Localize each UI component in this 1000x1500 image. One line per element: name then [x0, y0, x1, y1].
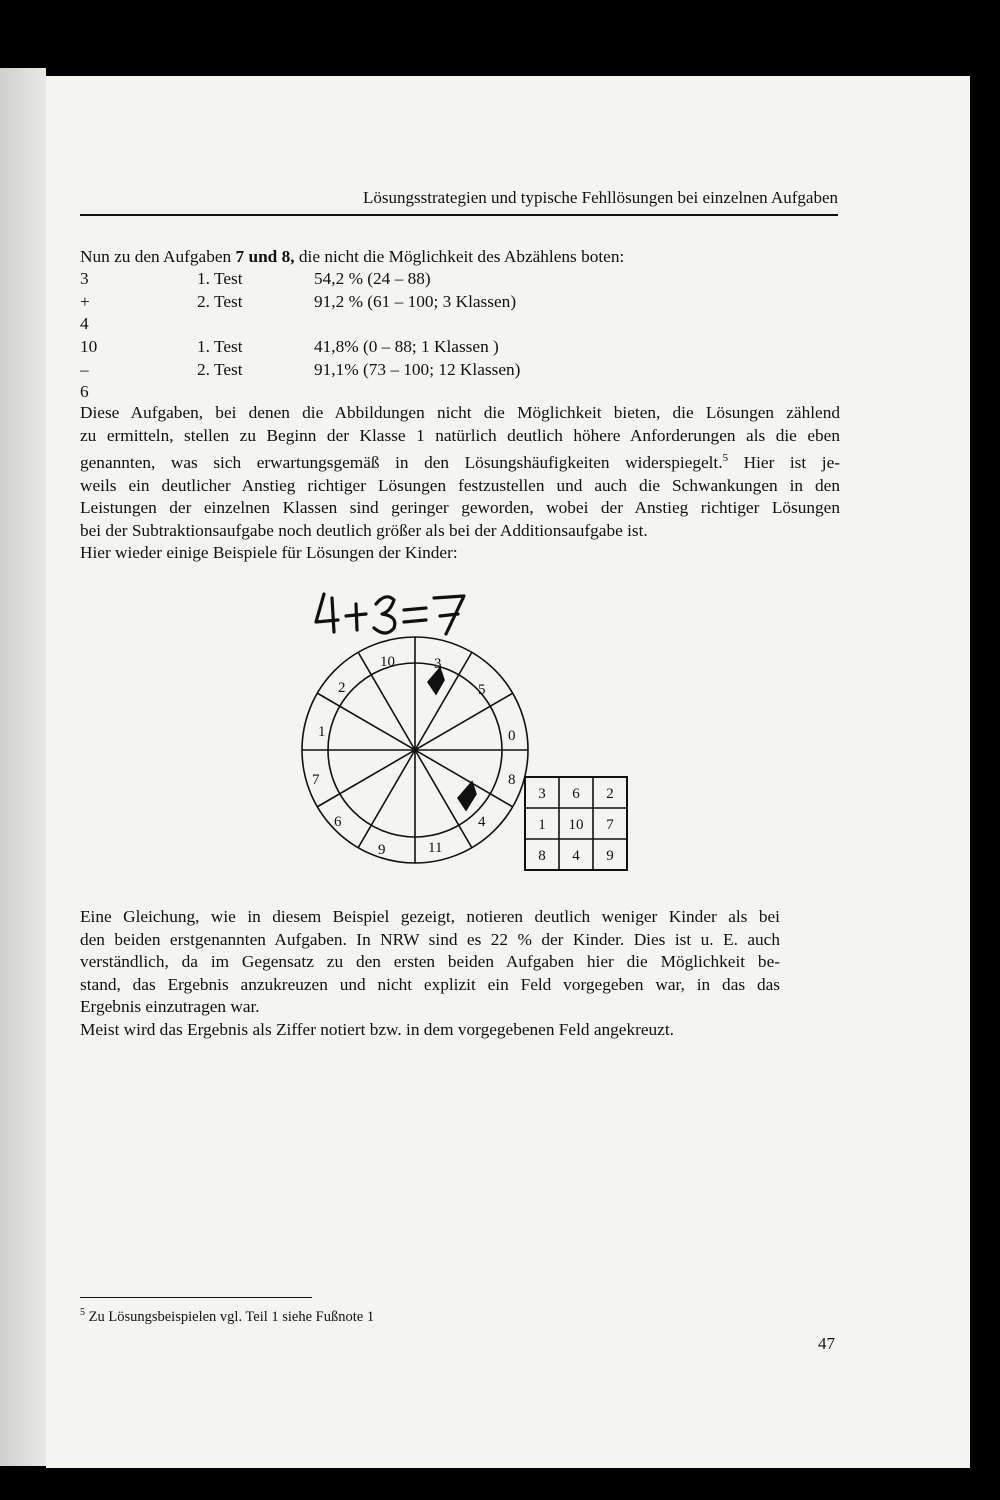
handwritten-equation: [316, 594, 464, 634]
result-value: 54,2 % (24 – 88): [314, 269, 431, 288]
wheel-label: 2: [338, 680, 346, 696]
page-number: 47: [818, 1334, 835, 1353]
grid-cell: 9: [606, 848, 614, 864]
wheel-label: 9: [378, 842, 386, 858]
paragraph-equation-discussion: [80, 906, 780, 1042]
previous-page-edge: [0, 68, 46, 1466]
grid-cell: 4: [572, 848, 580, 864]
wheel-label: 8: [508, 772, 516, 788]
paragraph-line: weils ein deutlicher Anstieg richtiger Lösungen festzustellen und auch die Schwankungen in den: [80, 475, 840, 495]
footnote-rule: [80, 1297, 312, 1298]
intro-before: Nun zu den Aufgaben: [80, 247, 236, 266]
wheel-label: 10: [380, 654, 395, 670]
footnote: [80, 1307, 374, 1326]
wheel-label: 1: [318, 724, 326, 740]
wheel-label: 6: [334, 814, 342, 830]
test-label: 2. Test: [197, 359, 243, 379]
paragraph-line: stand, das Ergebnis anzukreuzen und nicht explizit ein Feld vorgegeben war, in das das: [80, 974, 780, 994]
footnote-number: 5: [80, 1307, 85, 1318]
paragraph-line: Leistungen der einzelnen Klassen sind geringer geworden, wobei der Anstieg richtiger Lösungen: [80, 498, 840, 518]
number-grid: [525, 777, 627, 870]
wheel-labels: [312, 654, 516, 858]
paragraph-line: bei der Subtraktionsaufgabe noch deutlich größer als bei der Additionsaufgabe ist.: [80, 520, 648, 540]
grid-cell: 1: [538, 817, 546, 833]
wheel-label: 4: [478, 814, 486, 830]
paragraph-results-discussion: [80, 402, 840, 565]
grid-cell: 7: [606, 817, 614, 833]
intro-after: die nicht die Möglichkeit des Abzählens boten:: [294, 247, 625, 266]
task-label: 3 + 4: [80, 269, 90, 334]
footnote-reference[interactable]: 5: [722, 452, 729, 465]
grid-cell: 3: [538, 786, 546, 802]
paragraph-line: Ergebnis einzutragen war.: [80, 997, 260, 1017]
grid-cell: 10: [568, 817, 584, 833]
grid-cell: 8: [538, 848, 546, 864]
result-value: 91,1% (73 – 100; 12 Klassen): [314, 359, 521, 379]
wheel-label: 5: [478, 682, 486, 698]
wheel-label: 11: [428, 840, 443, 856]
paragraph-line: [80, 447, 840, 474]
result-value: 91,2 % (61 – 100; 3 Klassen): [314, 291, 517, 311]
paragraph-line: verständlich, da im Gegensatz zu den ersten beiden Aufgaben hier die Möglichkeit be-: [80, 952, 780, 972]
paragraph-line-text: genannten, was sich erwartungsgemäß in den Lösungshäufigkeiten widerspiegelt.: [80, 452, 723, 472]
test-label: 1. Test: [197, 337, 243, 357]
paragraph-line-tail: Hier ist je-: [728, 452, 840, 472]
paragraph-line: Diese Aufgaben, bei denen die Abbildungen nicht die Möglichkeit bieten, die Lösungen zählend: [80, 403, 840, 422]
paragraph-closing: Meist wird das Ergebnis als Ziffer notiert bzw. in dem vorgegebenen Feld angekreuzt.: [80, 1019, 674, 1039]
paragraph-line: Eine Gleichung, wie in diesem Beispiel gezeigt, notieren deutlich weniger Kinder als bei: [80, 907, 780, 926]
intro-sentence: [80, 246, 840, 269]
test-label: 2. Test: [197, 291, 243, 311]
header-rule: [80, 214, 838, 216]
footnote-text: Zu Lösungsbeispielen vgl. Teil 1 siehe Fußnote 1: [85, 1308, 375, 1325]
grid-cell: 2: [606, 786, 614, 802]
running-header: Lösungsstrategien und typische Fehllösungen bei einzelnen Aufgaben: [363, 188, 838, 207]
paragraph-line: zu ermitteln, stellen zu Beginn der Klasse 1 natürlich deutlich höhere Anforderungen als die eben: [80, 425, 840, 445]
intro-bold: 7 und 8,: [235, 247, 295, 266]
child-solution-figure: [290, 570, 650, 875]
wheel-label: 3: [434, 656, 442, 672]
wheel-label: 7: [312, 772, 320, 788]
result-value: 41,8% (0 – 88; 1 Klassen ): [314, 337, 499, 357]
test-label: 1. Test: [197, 269, 243, 288]
task-label: 10 – 6: [80, 337, 98, 402]
paragraph-line: den beiden erstgenannten Aufgaben. In NRW sind es 22 % der Kinder. Dies ist u. E. auch: [80, 929, 780, 949]
examples-intro: Hier wieder einige Beispiele für Lösungen der Kinder:: [80, 543, 458, 563]
wheel-label: 0: [508, 728, 516, 744]
grid-cell: 6: [572, 786, 580, 802]
